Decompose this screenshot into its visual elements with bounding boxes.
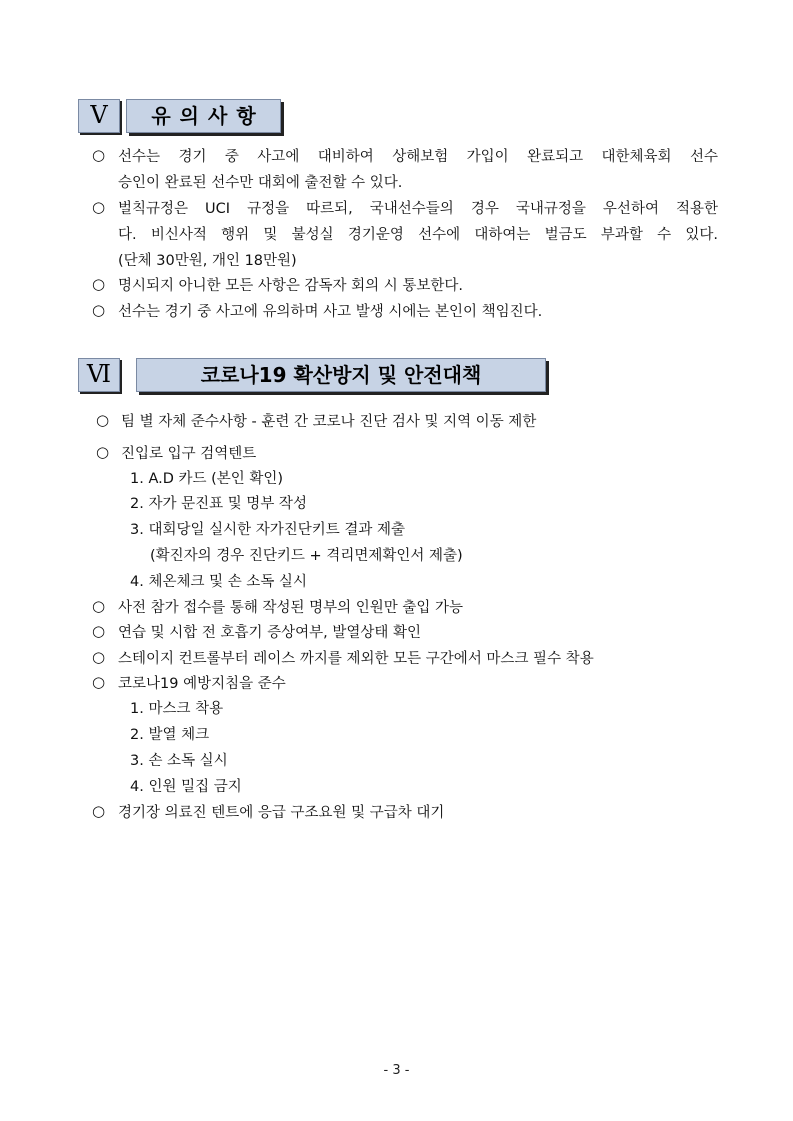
bullet-marker: ○	[92, 198, 106, 216]
section-6-item-2-sub-3-note: (확진자의 경우 진단키드 + 격리면제확인서 제출)	[150, 548, 463, 564]
section-5-title: 유의사항	[126, 99, 281, 133]
bullet-marker: ○	[92, 648, 106, 666]
section-6-item-6: 코로나19 예방지침을 준수	[118, 676, 286, 692]
section-6-item-5: 스테이지 컨트롤부터 레이스 까지를 제외한 모든 구간에서 마스크 필수 착용	[118, 651, 594, 667]
bullet-marker: ○	[92, 301, 106, 319]
bullet-marker: ○	[92, 802, 106, 820]
section-6-item-2-sub-3: 3. 대회당일 실시한 자가진단키트 결과 제출	[130, 522, 405, 538]
section-6-item-1: 팀 별 자체 준수사항 - 훈련 간 코로나 진단 검사 및 지역 이동 제한	[121, 414, 537, 430]
bullet-marker: ○	[92, 597, 106, 615]
section-6-item-3: 사전 참가 접수를 통해 작성된 명부의 인원만 출입 가능	[118, 600, 464, 616]
section-5-item-3-line-1: 명시되지 아니한 모든 사항은 감독자 회의 시 통보한다.	[118, 278, 464, 294]
section-6-title: 코로나19 확산방지 및 안전대책	[136, 358, 546, 392]
section-5-item-4-line-1: 선수는 경기 중 사고에 유의하며 사고 발생 시에는 본인이 책임진다.	[118, 304, 543, 320]
bullet-marker: ○	[96, 411, 110, 429]
section-6-item-4: 연습 및 시합 전 호흡기 증상여부, 발열상태 확인	[118, 625, 422, 641]
section-6-item-2-sub-1: 1. A.D 카드 (본인 확인)	[130, 471, 284, 487]
section-6-item-2-sub-4: 4. 체온체크 및 손 소독 실시	[130, 574, 307, 590]
bullet-marker: ○	[92, 622, 106, 640]
section-6-item-6-sub-3: 3. 손 소독 실시	[130, 753, 228, 769]
section-5-item-2-line-3: (단체 30만원, 개인 18만원)	[118, 253, 297, 269]
section-6-item-6-sub-2: 2. 발열 체크	[130, 727, 210, 743]
section-5-numeral: Ⅴ	[78, 99, 120, 133]
section-6-numeral: Ⅵ	[78, 358, 120, 392]
section-5-item-2-line-1: 벌칙규정은 UCI 규정을 따르되, 국내선수들의 경우 국내규정을 우선하여 적용한	[118, 201, 718, 217]
section-5-item-1-line-1: 선수는 경기 중 사고에 대비하여 상해보험 가입이 완료되고 대한체육회 선수	[118, 149, 718, 165]
section-6-item-7: 경기장 의료진 텐트에 응급 구조요원 및 구급차 대기	[118, 805, 445, 821]
bullet-marker: ○	[92, 673, 106, 691]
section-5-item-2-line-2: 다. 비신사적 행위 및 불성실 경기운영 선수에 대하여는 벌금도 부과할 수 있다.	[118, 227, 718, 243]
section-6-item-6-sub-4: 4. 인원 밀집 금지	[130, 779, 242, 795]
section-5-item-1-line-2: 승인이 완료된 선수만 대회에 출전할 수 있다.	[118, 175, 403, 191]
section-6-item-2-sub-2: 2. 자가 문진표 및 명부 작성	[130, 496, 307, 512]
section-6-item-2: 진입로 입구 검역텐트	[121, 446, 257, 462]
bullet-marker: ○	[92, 146, 106, 164]
page-number: - 3 -	[383, 1063, 410, 1078]
bullet-marker: ○	[92, 275, 106, 293]
section-6-item-6-sub-1: 1. 마스크 착용	[130, 701, 224, 717]
bullet-marker: ○	[96, 443, 110, 461]
